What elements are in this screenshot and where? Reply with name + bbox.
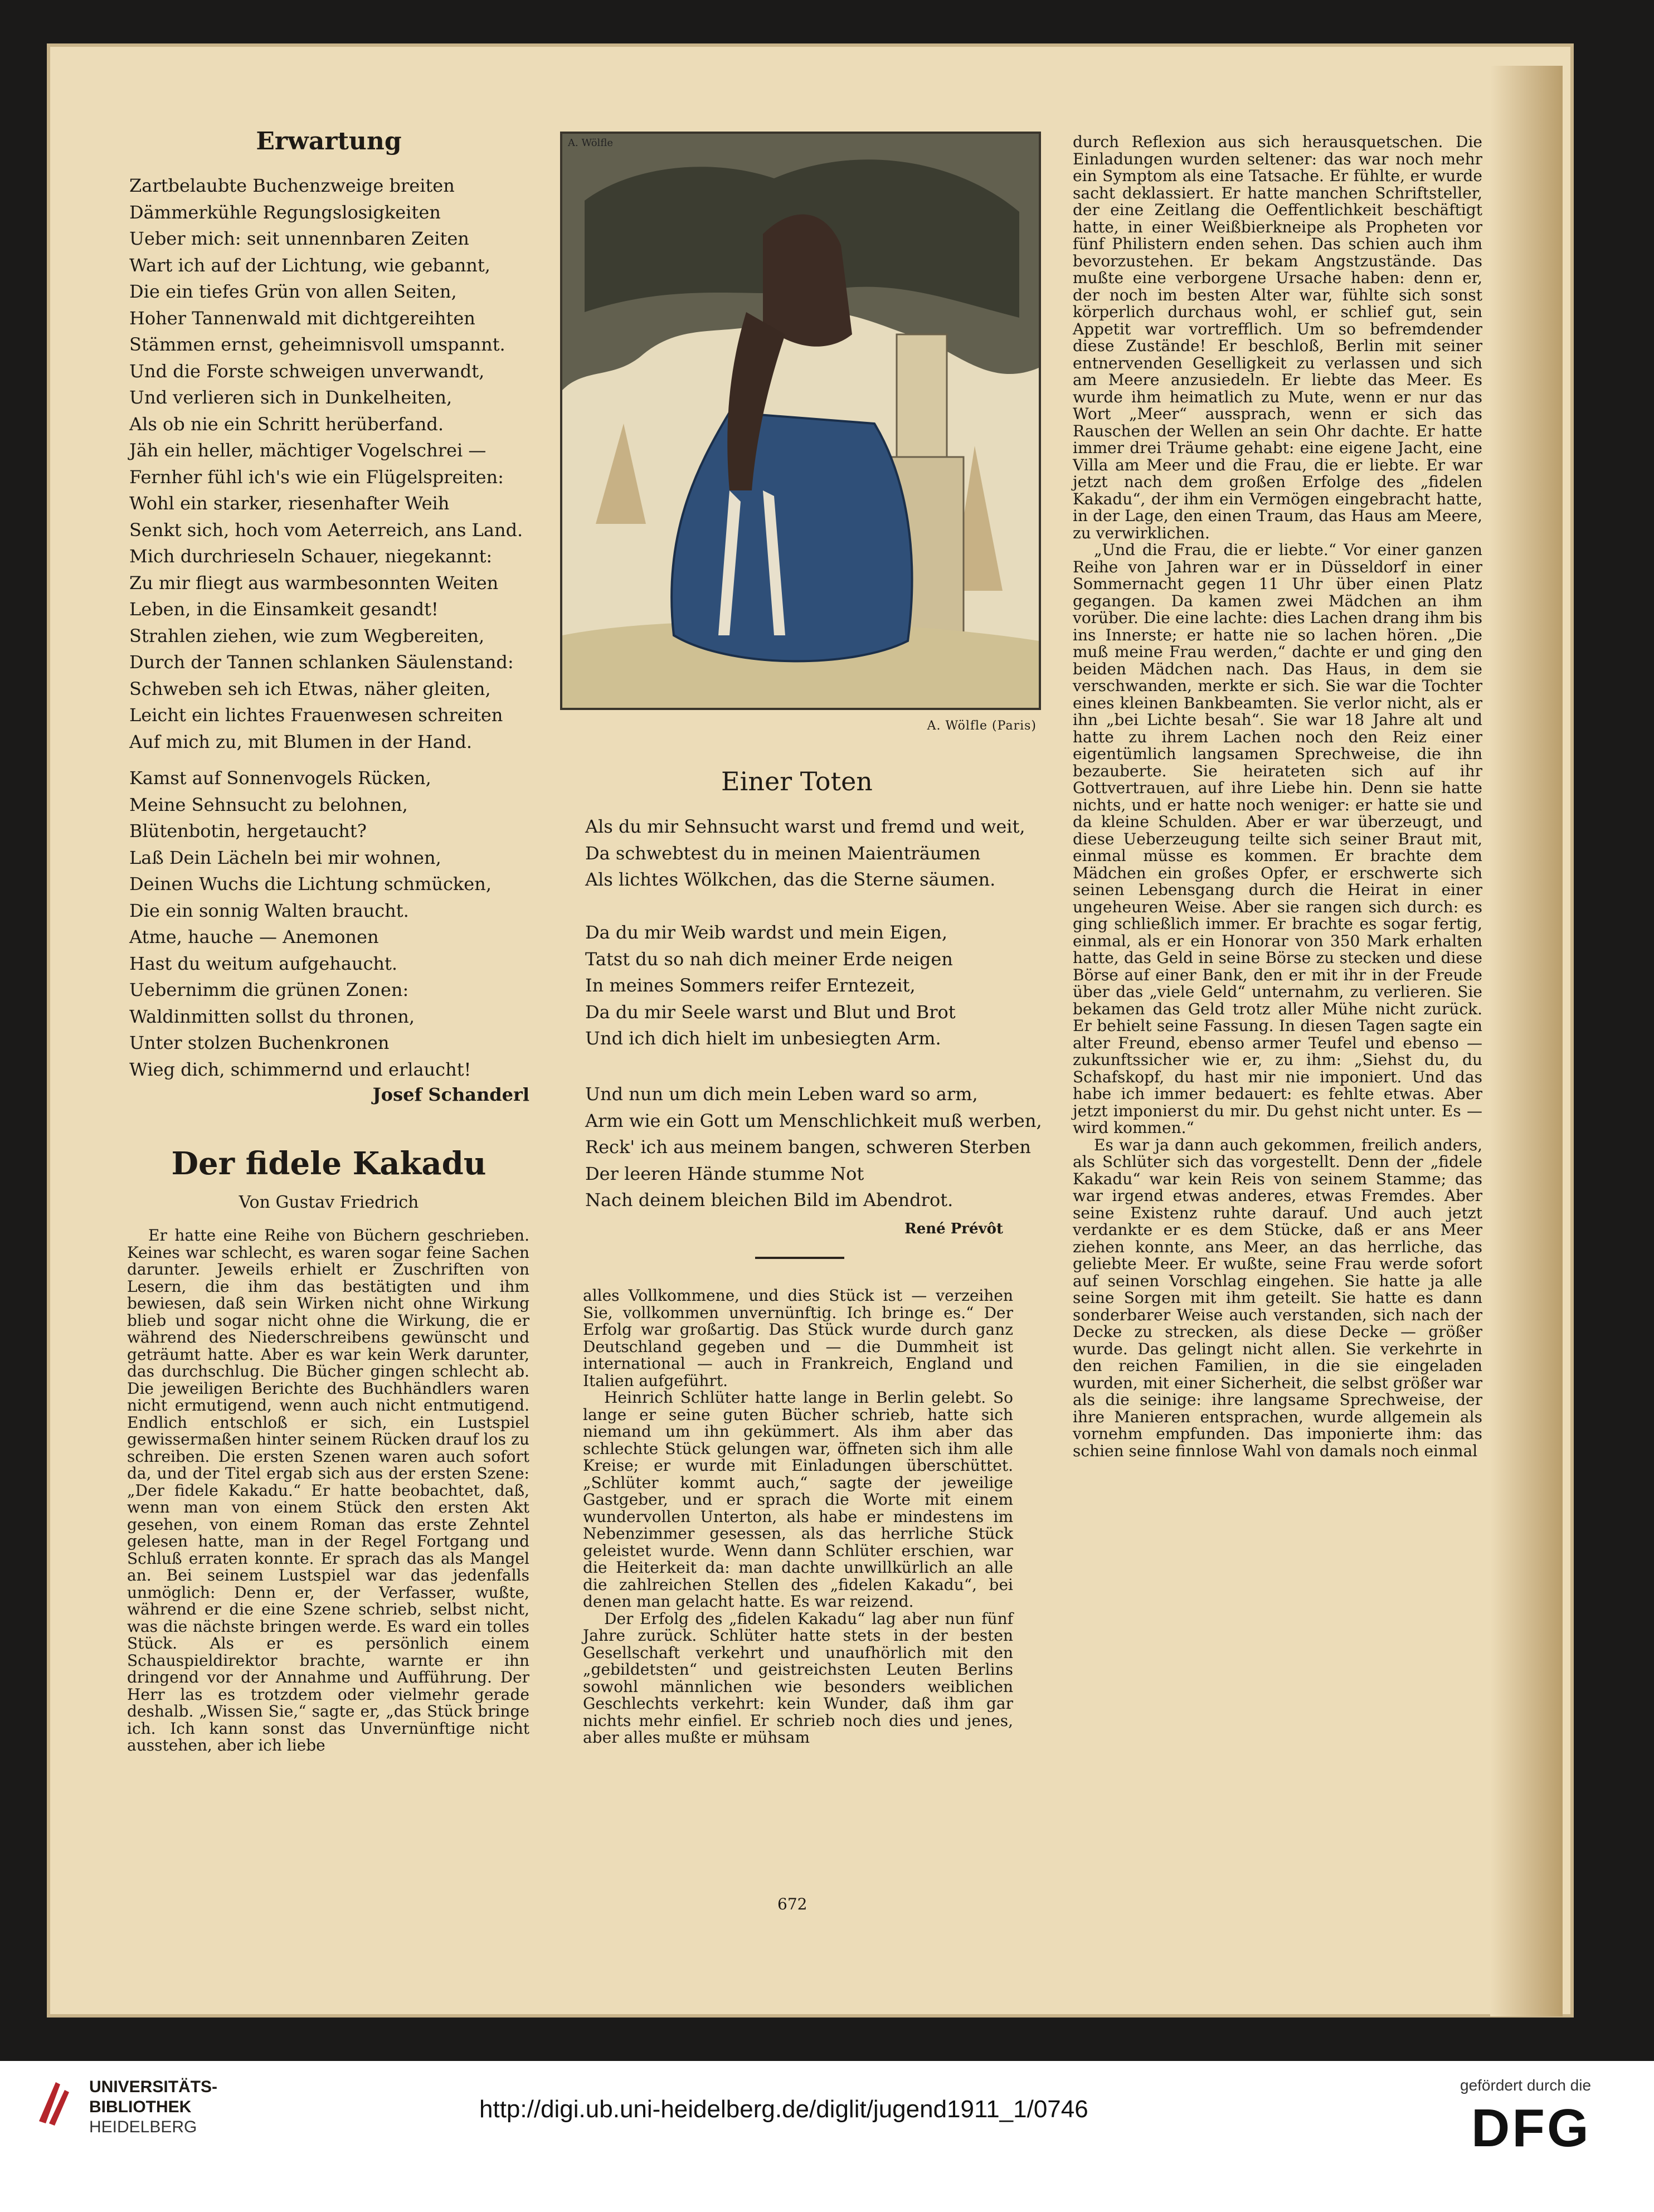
funder-text: gefördert durch die bbox=[1460, 2077, 1592, 2094]
poem-line: Und verlieren sich in Dunkelheiten, bbox=[129, 387, 453, 408]
poem-line: Zartbelaubte Buchenzweige breiten bbox=[129, 175, 455, 196]
poem-line: Auf mich zu, mit Blumen in der Hand. bbox=[129, 731, 473, 752]
poem-line: Meine Sehnsucht zu belohnen, bbox=[129, 794, 408, 815]
poem-line: Schweben seh ich Etwas, näher gleiten, bbox=[129, 678, 491, 699]
poem-einer-toten-author: René Prévôt bbox=[904, 1221, 1003, 1237]
poem-line: Blütenbotin, hergetaucht? bbox=[129, 820, 367, 842]
poem-line: Reck' ich aus meinem bangen, schweren Sterben bbox=[585, 1136, 1031, 1158]
poem-line: Als ob nie ein Schritt herüberfand. bbox=[129, 413, 444, 435]
poem-line: Wohl ein starker, riesenhafter Weih bbox=[129, 493, 450, 514]
book-spine-shadow bbox=[1490, 66, 1563, 2016]
poem-line: Stämmen ernst, geheimnisvoll umspannt. bbox=[129, 334, 505, 355]
poem-line: Laß Dein Lächeln bei mir wohnen, bbox=[129, 847, 441, 868]
poem-line: Deinen Wuchs die Lichtung schmücken, bbox=[129, 873, 492, 894]
section-divider bbox=[755, 1257, 844, 1259]
poem-title-erwartung: Erwartung bbox=[256, 127, 402, 155]
page-number: 672 bbox=[777, 1895, 807, 1913]
poem-einer-toten-stanza-2 bbox=[585, 920, 1031, 1052]
poem-line: Durch der Tannen schlanken Säulenstand: bbox=[129, 652, 514, 673]
illustration bbox=[560, 132, 1041, 710]
poem-line: Hast du weitum aufgehaucht. bbox=[129, 952, 398, 974]
library-name-line-1: UNIVERSITÄTS- bbox=[89, 2078, 218, 2096]
poem-line: Zu mir fliegt aus warmbesonnten Weiten bbox=[129, 572, 499, 594]
story-byline: Von Gustav Friedrich bbox=[239, 1193, 419, 1212]
poem-line: Hoher Tannenwald mit dichtgereihten bbox=[129, 307, 475, 329]
dfg-logo: DFG bbox=[1471, 2098, 1591, 2158]
poem-title-einer-toten: Einer Toten bbox=[721, 766, 873, 796]
poem-line: Als du mir Sehnsucht warst und fremd und weit, bbox=[585, 816, 1025, 837]
poem-line: Uebernimm die grünen Zonen: bbox=[129, 979, 409, 1000]
poem-line: Jäh ein heller, mächtiger Vogelschrei — bbox=[129, 440, 487, 461]
poem-line: Atme, hauche — Anemonen bbox=[129, 926, 379, 947]
poem-line: Dämmerkühle Regungslosigkeiten bbox=[129, 201, 441, 223]
story-column-3 bbox=[1073, 134, 1482, 1460]
story-paragraph: Heinrich Schlüter hatte lange in Berlin gelebt. So lange er seine guten Bücher schrieb, hatte sich niemand um ihn gekümmert. Als ihm aber das schlechte Stück gelungen war, öffneten sich ihm alle Kreise; er wurde mit Einladungen überschüttet. „Schlüter kommt auch,“ sagte der jeweilige Gastgeber, und er sprach die Worte mit einem wundervollen Unterton, als habe er mindestens im Nebenzimmer gesessen, als das herrliche Stück geleistet wurde. Wenn dann Schlüter erschien, war die Heiterkeit da: man dachte unwillkürlich an alle die zahlreichen Stellen des „fidelen Kakadu“, bei denen man gelacht hatte. Es war reizend. bbox=[583, 1388, 1013, 1611]
poem-line: Leben, in die Einsamkeit gesandt! bbox=[129, 599, 439, 620]
story-paragraph: alles Vollkommene, und dies Stück ist — verzeihen Sie, vollkommen unvernünftig. Ich bringe es.“ Der Erfolg war großartig. Das Stück wurde durch ganz Deutschland gegeben und — die Dummheit ist international — auch in Frankreich, England und Italien aufgeführt. bbox=[583, 1286, 1013, 1390]
illustration-signature: A. Wölfle bbox=[568, 137, 613, 149]
story-paragraph: „Und die Frau, die er liebte.“ Vor einer ganzen Reihe von Jahren war er in Düsseldorf in einer Sommernacht gegen 11 Uhr über einen Platz gegangen. Da kamen zwei Mädchen an ihm vorüber. Die eine lachte: dies Lachen drang ihm bis ins Innerste; er hatte nie so lachen hören. „Die muß meine Frau werden,“ dachte er und ging den beiden Mädchen nach. Das Haus, in dem sie verschwanden, merkte er sich. Sie war die Tochter eines kleinen Bankbeamten. Sie verlor nicht, als er ihn „bei Lichte besah“. Sie war 18 Jahre alt und hatte zu ihrem Lachen noch den Reiz einer eigentümlich langsamen Sprechweise, die ihn bezauberte. Sie heirateten sich auf ihr Gottvertrauen, auf ihre Liebe hin. Denn sie hatte nichts, und er hatte noch weniger: er hatte sie und da kleine Schulden. Aber er war überzeugt, und diese Ueberzeugung teilte sich seiner Braut mit, einmal müsse es kommen. Er brachte dem Mädchen ein großes Opfer, er erschwerte sich seinen Lebensgang durch die Heirat in einer ungeheuren Weise. Aber sie rangen sich durch: es ging schließlich immer. Er brachte es sogar fertig, einmal, als er ein Honorar von 350 Mark erhalten hatte, das Geld in seine Börse zu stecken und diese Börse auf einer Bank, den er mit ihr in der Freude über das „viele Geld“ unternahm, zu verlieren. Sie bekamen das Geld trotz aller Mühe nicht zurück. Er behielt seine Fassung. In diesen Tagen sagte ein alter Freund, ebenso armer Teufel und ebenso — zukunftssicher wie er, zu ihm: „Siehst du, du Schafskopf, du hast mir nie imponiert. Und das habe ich immer bedauert: es fehlte etwas. Aber jetzt imponierst du mir. Du gehst nicht unter. Es — wird kommen.“ bbox=[1073, 541, 1482, 1137]
poem-einer-toten-stanza-3 bbox=[585, 1081, 1042, 1214]
couple-illustration bbox=[562, 134, 1039, 708]
story-paragraph: Es war ja dann auch gekommen, freilich anders, als Schlüter sich das vorgestellt. Denn der „fidele Kakadu“ war kein Reis von seinem Stamme; das war irgend etwas anderes, etwas Fremdes. Aber seine Existenz ruhte darauf. Und auch jetzt verdankte er es dem Stücke, daß er ans Meer ziehen konnte, ans Meer, an das herrliche, das geliebte Meer. Er wußte, seine Frau werde sofort auf seinen Vorschlag eingehen. Sie hatte ja alle seine Sorgen mit ihm geteilt. Sie hatte es dann sonderbarer Weise auch verstanden, sich nach der Decke zu strecken, als diese Decke — größer wurde. Das gelingt nicht allen. Sie verkehrte in den reichen Familien, in die sie eingeladen wurden, mit einer Sicherheit, die selbst größer war als die seinige: ihre langsame Sprechweise, der ihre Manieren entsprachen, wurde allgemein als vornehm empfunden. Das imponierte ihm: das schien seine finnlose Wahl von damals noch einmal bbox=[1073, 1135, 1482, 1460]
poem-line: Und die Forste schweigen unverwandt, bbox=[129, 360, 485, 382]
poem-line: Strahlen ziehen, wie zum Wegbereiten, bbox=[129, 625, 485, 646]
library-name-line-3: HEIDELBERG bbox=[89, 2118, 197, 2136]
poem-line: Wieg dich, schimmernd und erlaucht! bbox=[129, 1058, 471, 1080]
poem-line: Tatst du so nah dich meiner Erde neigen bbox=[585, 948, 953, 970]
permalink-url[interactable]: http://digi.ub.uni-heidelberg.de/diglit/jugend1911_1/0746 bbox=[479, 2096, 1088, 2123]
poem-line: Da du mir Weib wardst und mein Eigen, bbox=[585, 922, 947, 943]
illustration-caption: A. Wölfle (Paris) bbox=[927, 719, 1037, 733]
poem-line: Nach deinem bleichen Bild im Abendrot. bbox=[585, 1189, 954, 1210]
poem-line: Und nun um dich mein Leben ward so arm, bbox=[585, 1083, 978, 1105]
poem-line: Da du mir Seele warst und Blut und Brot bbox=[585, 1001, 956, 1023]
poem-line: Senkt sich, hoch vom Aeterreich, ans Land. bbox=[129, 519, 523, 541]
library-name-line-2: BIBLIOTHEK bbox=[89, 2098, 192, 2116]
library-logo-icon bbox=[33, 2077, 72, 2127]
poem-line: Wart ich auf der Lichtung, wie gebannt, bbox=[129, 254, 490, 276]
poem-line: Ueber mich: seit unnennbaren Zeiten bbox=[129, 228, 469, 249]
poem-line: Waldinmitten sollst du thronen, bbox=[129, 1005, 415, 1027]
poem-line: Als lichtes Wölkchen, das die Sterne säumen. bbox=[585, 869, 996, 890]
poem-line: Fernher fühl ich's wie ein Flügelspreiten: bbox=[129, 466, 504, 488]
story-title: Der fidele Kakadu bbox=[171, 1145, 487, 1182]
story-column-2 bbox=[583, 1287, 1013, 1747]
poem-line: Der leeren Hände stumme Not bbox=[585, 1163, 864, 1184]
poem-erwartung-stanza-2 bbox=[129, 765, 531, 1083]
story-paragraph: durch Reflexion aus sich herausquetschen. Die Einladungen wurden seltener: das war noch mehr ein Symptom als eine Tatsache. Er fühlte, er wurde sacht deklassiert. Er hatte manchen Schriftsteller, der eine Zeitlang die Oeffentlichkeit beschäftigt hatte, in einer Weißbierkneipe als Propheten vor fünf Philistern enden sehen. Das schien auch ihm bevorzustehen. Er bekam Angstzustände. Das mußte eine verborgene Ursache haben: denn er, der noch im besten Alter war, fühlte sich sonst körperlich durchaus wohl, er schlief gut, sein Appetit war vortrefflich. Um so befremdender diese Zustände! Er beschloß, Berlin mit seiner entnervenden Geselligkeit zu verlassen und sich am Meere anzusiedeln. Er liebte das Meer. Es wurde ihm heimatlich zu Mute, wenn er nur das Wort „Meer“ aussprach, wenn er sich das Rauschen der Wellen an sein Ohr dachte. Er hatte immer drei Träume gehabt: eine eigene Jacht, eine Villa am Meer und die Frau, die er liebte. Er war jetzt nach dem großen Erfolge des „fidelen Kakadu“, der ihm ein Vermögen eingebracht hatte, in der Lage, den einen Traum, das Haus am Meere, zu verwirklichen. bbox=[1073, 133, 1482, 542]
poem-line: Arm wie ein Gott um Menschlichkeit muß werben, bbox=[585, 1110, 1042, 1131]
poem-line: Da schwebtest du in meinen Maienträumen bbox=[585, 842, 981, 864]
poem-line: Mich durchrieseln Schauer, niegekannt: bbox=[129, 546, 493, 567]
poem-line: Die ein sonnig Walten braucht. bbox=[129, 900, 409, 921]
poem-einer-toten-stanza-1 bbox=[585, 814, 1031, 893]
poem-line: Leicht ein lichtes Frauenwesen schreiten bbox=[129, 704, 503, 726]
poem-line: Die ein tiefes Grün von allen Seiten, bbox=[129, 281, 457, 302]
poem-erwartung-stanza-1 bbox=[129, 173, 531, 755]
story-column-1 bbox=[127, 1227, 529, 1754]
poem-line: Kamst auf Sonnenvogels Rücken, bbox=[129, 767, 431, 789]
poem-erwartung-author: Josef Schanderl bbox=[372, 1084, 529, 1105]
story-paragraph: Der Erfolg des „fidelen Kakadu“ lag aber nun fünf Jahre zurück. Schlüter hatte stets in der besten Gesellschaft verkehrt und unaufhörlich mit den „gebildetsten“ und geistreichsten Leuten Berlins sowohl männlichen wie besonders weiblichen Geschlechts verkehrt: kein Wunder, daß ihm gar nichts mehr einfiel. Er schrieb noch dies und jenes, aber alles mußte er mühsam bbox=[583, 1609, 1013, 1747]
story-paragraph: Er hatte eine Reihe von Büchern geschrieben. Keines war schlecht, es waren sogar feine Sachen darunter. Jeweils erhielt er Zuschriften von Lesern, die ihm das bestätigten und ihm bewiesen, daß sein Wirken nicht ohne Wirkung blieb und sogar nicht ohne die Wirkung, die er während des Niederschreibens gewünscht und geträumt hatte. Aber es war kein Werk darunter, das durchschlug. Die Bücher gingen schlecht ab. Die jeweiligen Berichte des Buchhändlers waren nicht ermutigend, wenn auch nicht entmutigend. Endlich entschloß er sich, ein Lustspiel gewissermaßen hinter seinem Rücken drauf los zu schreiben. Die ersten Szenen waren auch sofort da, und der Titel ergab sich aus der ersten Szene: „Der fidele Kakadu.“ Er hatte beobachtet, daß, wenn man von einem Stück den ersten Akt gesehen, von einem Roman das erste Zehntel gelesen hatte, man in der Regel Fortgang und Schluß erraten konnte. Er sprach das als Mangel an. Bei seinem Lustspiel war das jedenfalls unmöglich: Denn er, der Verfasser, wußte, während er die eine Szene schrieb, selbst nicht, was die nächste bringen werde. Es ward ein tolles Stück. Als er es persönlich einem Schauspieldirektor brachte, warnte er ihn dringend vor der Annahme und Aufführung. Der Herr las es trotzdem oder vielmehr gerade deshalb. „Wissen Sie,“ sagte er, „das Stück bringe ich. Ich kann sonst das Unvernünftige nicht ausstehen, aber ich liebe bbox=[127, 1226, 529, 1754]
poem-line: Unter stolzen Buchenkronen bbox=[129, 1032, 390, 1053]
poem-line: In meines Sommers reifer Erntezeit, bbox=[585, 975, 916, 996]
poem-line: Und ich dich hielt im unbesiegten Arm. bbox=[585, 1028, 941, 1049]
digitization-footer bbox=[0, 2061, 1654, 2212]
